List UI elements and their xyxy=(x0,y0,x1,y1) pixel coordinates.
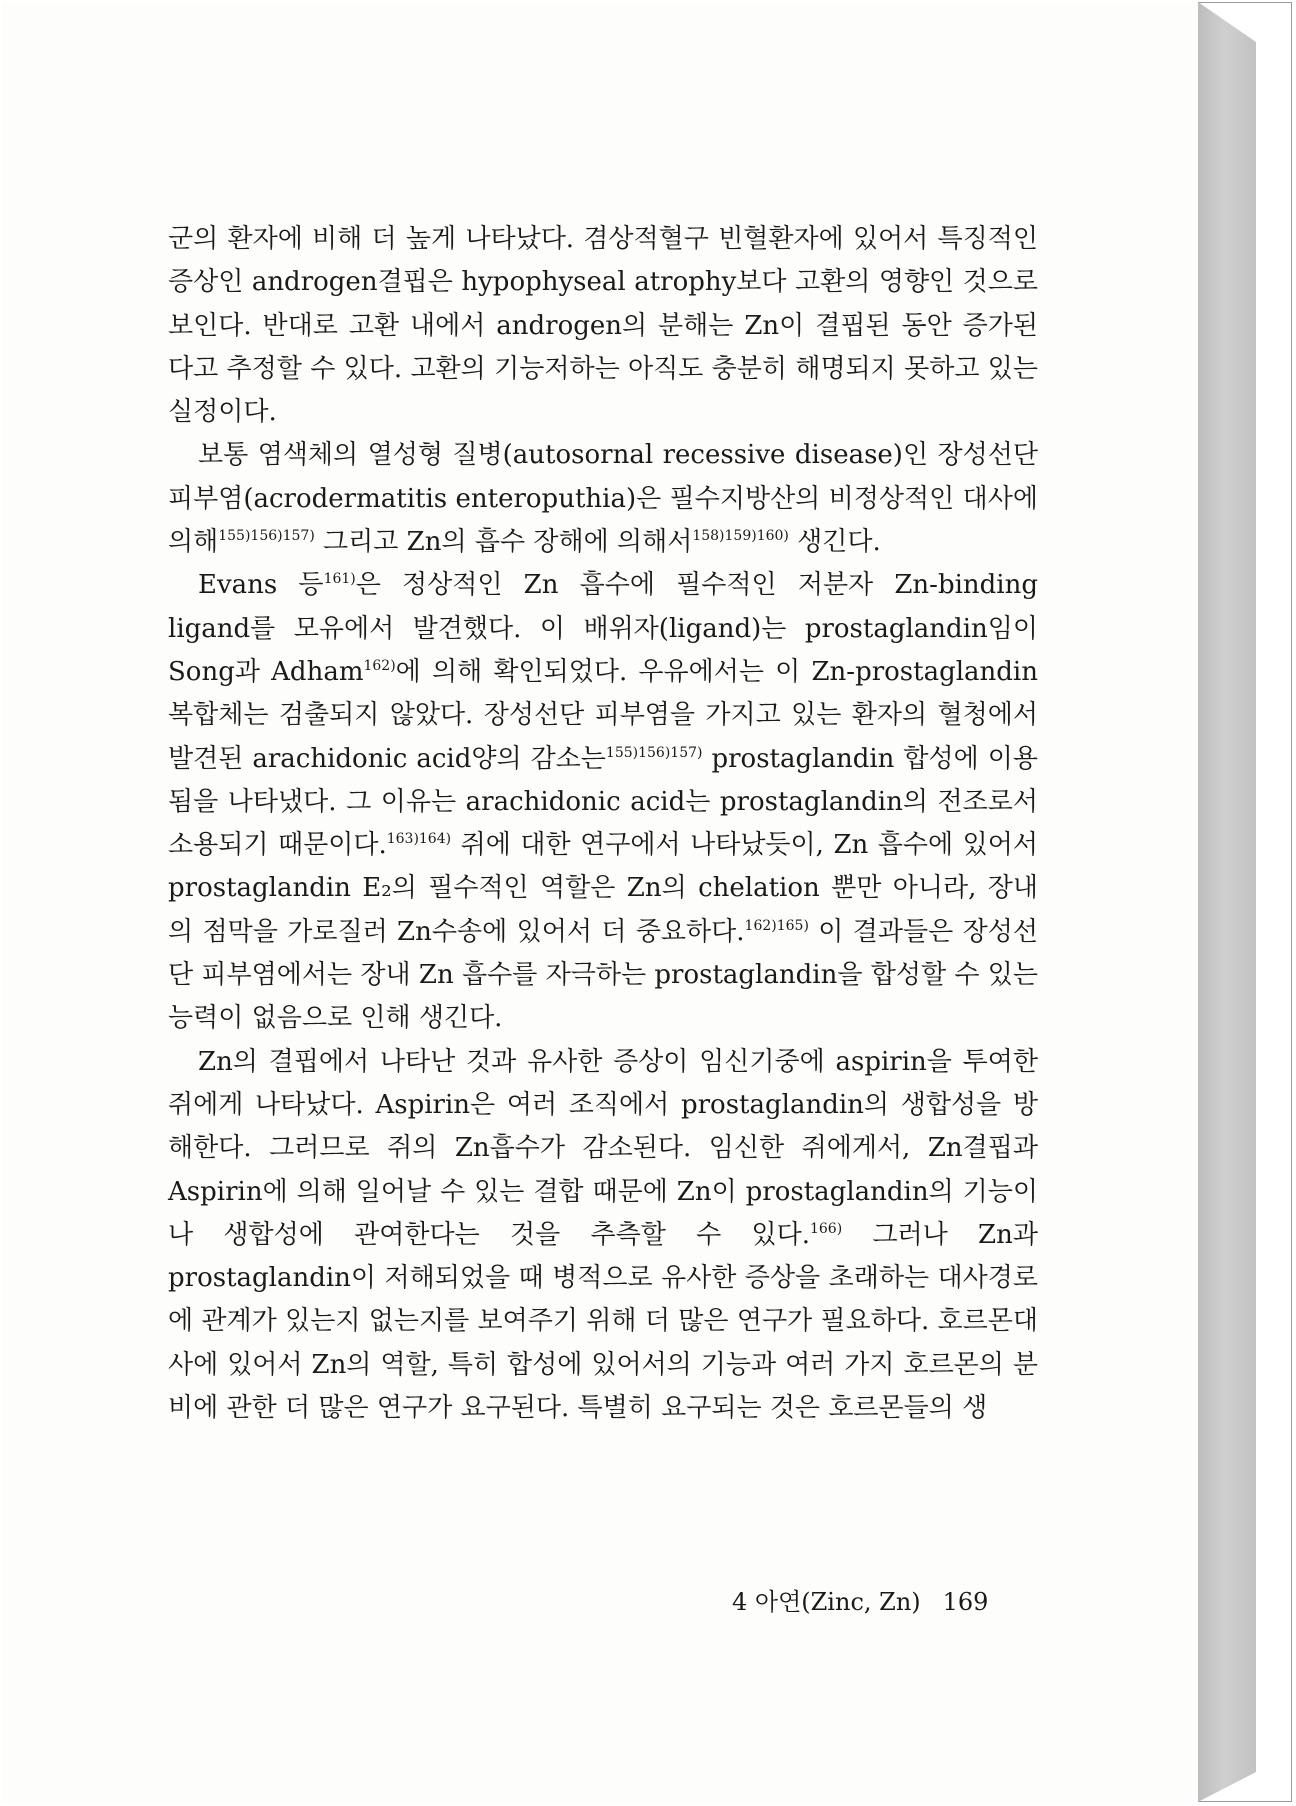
text-segment: prostaglandin 합성에 이용됨을 나타냈다. 그 이유는 arachidonic acid는 prostaglandin의 전조로서 소용되기 때문이다. xyxy=(168,743,1038,861)
chapter-label: 4 아연(Zinc, Zn) xyxy=(732,1588,921,1616)
text-segment: 이 결과들은 장성선단 피부염에서는 장내 Zn 흡수를 자극하는 prostaglandin을 합성할 수 있는 능력이 없음으로 인해 생긴다. xyxy=(168,916,1038,1034)
text-segment: 그리고 Zn의 흡수 장해에 의해서 xyxy=(314,527,693,558)
reference-superscript: 162) xyxy=(363,657,396,674)
text-segment: 에 의해 확인되었다. 우유에서는 이 Zn-prostaglandin 복합체는 검출되지 않았다. 장성선단 피부염을 가지고 있는 환자의 혈청에서 발견된 arachidonic acid양의 감소는 xyxy=(168,656,1038,774)
reference-superscript: 166) xyxy=(809,1220,843,1237)
paragraph xyxy=(168,564,1038,1040)
text-segment: 쥐에 대한 연구에서 나타났듯이, Zn 흡수에 있어서 prostaglandin E₂의 필수적인 역할은 Zn의 chelation 뿐만 아니라, 장내의 점막을 가로질러 Zn수송에 있어서 더 중요하다. xyxy=(168,830,1038,947)
text-segment: 보통 염색체의 열성형 질병(autosornal recessive disease)인 장성선단 피부염(acrodermatitis enteroputhia)은 필수지방산의 비정상적인 대사에 의해 xyxy=(168,440,1038,558)
page-number: 169 xyxy=(942,1588,989,1616)
reference-superscript: 162)165) xyxy=(744,917,809,934)
running-footer xyxy=(732,1582,1072,1617)
reference-superscript: 163)164) xyxy=(386,831,452,848)
text-segment: Zn의 결핍에서 나타난 것과 유사한 증상이 임신기중에 aspirin을 투여한 쥐에게 나타났다. Aspirin은 여러 조직에서 prostaglandin의 생합성을 방해한다. 그러므로 쥐의 Zn흡수가 감소된다. 임신한 쥐에게서, Zn결핍과 Aspirin에 의해 일어날 수 있는 결합 때문에 Zn이 prostaglandin의 기능이나 생합성에 관여한다는 것을 추측할 수 있다. xyxy=(168,1046,1038,1250)
paragraph xyxy=(168,218,1038,434)
reference-superscript: 161) xyxy=(323,571,356,588)
reference-superscript: 158)159)160) xyxy=(692,528,789,545)
text-segment: 생긴다. xyxy=(788,527,881,558)
book-page xyxy=(2,2,1198,1802)
reference-superscript: 155)156)157) xyxy=(218,528,315,545)
page-edge xyxy=(1198,2,1256,1802)
body-text xyxy=(168,218,1038,1430)
paragraph xyxy=(168,1041,1038,1431)
paragraph xyxy=(168,434,1038,564)
text-segment: Evans 등 xyxy=(198,570,324,601)
reference-superscript: 155)156)157) xyxy=(605,744,703,761)
text-segment: 군의 환자에 비해 더 높게 나타났다. 겸상적혈구 빈혈환자에 있어서 특징적인 증상인 androgen결핍은 hypophyseal atrophy보다 고환의 영향인 것으로 보인다. 반대로 고환 내에서 androgen의 분해는 Zn이 결핍된 동안 증가된다고 추정할 수 있다. 고환의 기능저하는 아직도 충분히 해명되지 못하고 있는 실정이다. xyxy=(168,224,1038,428)
text-segment: 은 정상적인 Zn 흡수에 필수적인 저분자 Zn-binding ligand를 모유에서 발견했다. 이 배위자(ligand)는 prostaglandin임이 Song과 Adham xyxy=(168,570,1039,687)
text-segment: 그러나 Zn과 prostaglandin이 저해되었을 때 병적으로 유사한 증상을 초래하는 대사경로에 관계가 있는지 없는지를 보여주기 위해 더 많은 연구가 필요하다. 호르몬대사에 있어서 Zn의 역할, 특히 합성에 있어서의 기능과 여러 가지 호르몬의 분비에 관한 더 많은 연구가 요구된다. 특별히 요구되는 것은 호르몬들의 생 xyxy=(168,1219,1038,1424)
